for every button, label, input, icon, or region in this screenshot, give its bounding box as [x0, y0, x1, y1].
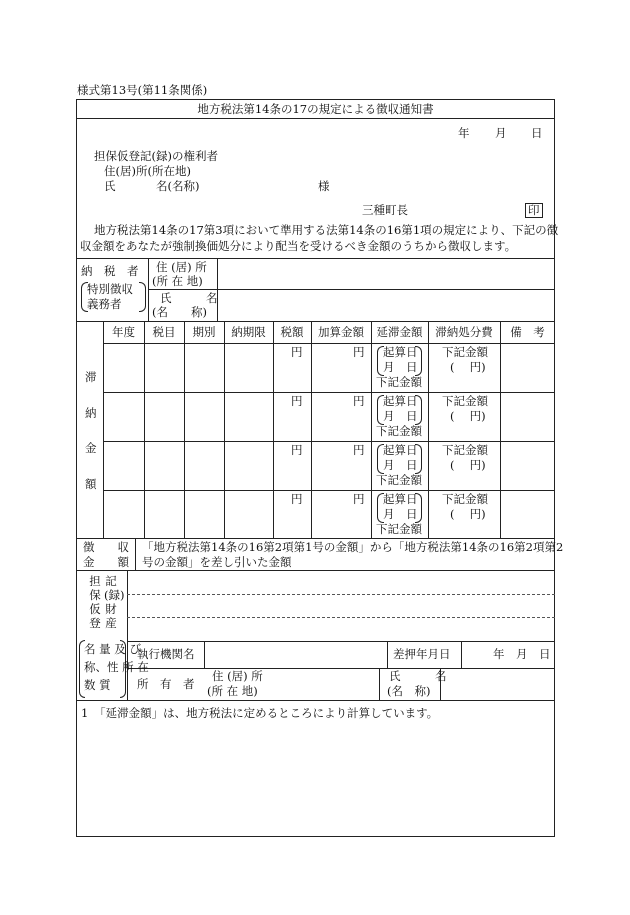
taxpayer-address-field[interactable]	[218, 259, 554, 289]
arrears-side-label-4: 額	[85, 477, 97, 491]
late-month-day-label: 月 日	[383, 458, 418, 472]
late-month-day-label: 月 日	[383, 507, 418, 521]
additional-yen-unit: 円	[353, 345, 365, 359]
fee-yen-paren: ( 円)	[450, 409, 486, 423]
property-vertical-label-2: 記 (録) 財 産	[104, 574, 125, 630]
late-month-day-label: 月 日	[383, 360, 418, 374]
late-start-date-label: 起算日	[383, 492, 418, 506]
late-amount-below-label: 下記金額	[376, 375, 422, 389]
tax-yen-unit: 円	[291, 394, 303, 408]
owner-address-label-1: 住 (居) 所	[212, 669, 263, 683]
seizure-date-value: 年 月 日	[493, 647, 551, 661]
collection-amount-label-2: 金 額	[83, 555, 129, 569]
date-day: 日	[531, 126, 543, 140]
recipient-honorific: 様	[318, 179, 330, 193]
recipient-name-label-1: 氏	[104, 179, 116, 193]
col-due-date: 納期限	[231, 325, 266, 339]
taxpayer-address-label-1: 住 (居) 所	[156, 260, 207, 274]
body-text-line-1: 地方税法第14条の17第3項において準用する法第14条の16第1項の規定により、下記の徴	[94, 223, 559, 237]
property-field-line-1[interactable]	[128, 571, 554, 593]
special-collector-label-2: 義務者	[87, 297, 122, 311]
recipient-name-label-2: 名(名称)	[156, 179, 200, 193]
fee-yen-paren: ( 円)	[450, 507, 486, 521]
fee-amount-below-label: 下記金額	[442, 345, 488, 359]
property-detail-label-2: 称、性 所 在	[84, 660, 149, 674]
taxpayer-name-field[interactable]	[218, 290, 554, 320]
executing-agency-label: 執行機関名	[137, 647, 195, 661]
body-text-line-2: 収金額をあなたが強制換価処分により配当を受けるべき金額のうちから徴収します。	[80, 239, 517, 253]
recipient-address-label: 住(居)所(所在地)	[104, 164, 191, 178]
late-start-date-label: 起算日	[383, 443, 418, 457]
late-amount-below-label: 下記金額	[376, 522, 422, 536]
property-vertical-label-1: 担 保 仮 登	[89, 574, 101, 630]
tax-yen-unit: 円	[291, 443, 303, 457]
property-detail-label-3: 数 質	[84, 678, 111, 692]
owner-label: 所 有 者	[137, 677, 195, 691]
fee-amount-below-label: 下記金額	[442, 394, 488, 408]
recipient-heading: 担保仮登記(録)の権利者	[94, 149, 218, 163]
owner-name-field[interactable]	[441, 669, 554, 699]
col-period: 期別	[192, 325, 216, 339]
owner-address-label-2: (所 在 地)	[207, 684, 258, 698]
additional-yen-unit: 円	[353, 394, 365, 408]
arrears-side-label-2: 納	[85, 406, 97, 420]
col-additional-amount: 加算金額	[318, 325, 364, 339]
late-amount-below-label: 下記金額	[376, 424, 422, 438]
owner-address-field[interactable]	[272, 669, 378, 699]
fee-yen-paren: ( 円)	[450, 360, 486, 374]
date-year: 年	[458, 126, 470, 140]
col-disposition-cost: 滞納処分費	[435, 325, 493, 339]
special-collector-label-1: 特別徴収	[87, 282, 133, 296]
additional-yen-unit: 円	[353, 443, 365, 457]
footnote: 1 「延滞金額」は、地方税法に定めるところにより計算しています。	[81, 706, 439, 720]
col-tax-item: 税目	[152, 325, 176, 339]
arrears-side-label-3: 金	[85, 441, 97, 455]
document-title: 地方税法第14条の17の規定による徴収通知書	[197, 102, 434, 116]
fee-amount-below-label: 下記金額	[442, 492, 488, 506]
col-fiscal-year: 年度	[112, 325, 135, 339]
date-month: 月	[495, 126, 507, 140]
fee-yen-paren: ( 円)	[450, 458, 486, 472]
form-number: 様式第13号(第11条関係)	[77, 83, 208, 97]
tax-yen-unit: 円	[291, 345, 303, 359]
arrears-side-label-1: 滞	[85, 370, 97, 384]
tax-yen-unit: 円	[291, 492, 303, 506]
seizure-date-label: 差押年月日	[393, 647, 451, 661]
late-start-date-label: 起算日	[383, 394, 418, 408]
additional-yen-unit: 円	[353, 492, 365, 506]
executing-agency-field[interactable]	[205, 642, 386, 667]
col-remarks: 備 考	[510, 325, 545, 339]
col-tax-amount: 税額	[280, 325, 304, 339]
late-start-date-label: 起算日	[383, 345, 418, 359]
owner-name-label-2: (名 称)	[387, 684, 431, 698]
collection-amount-label-1: 徴 収	[83, 540, 129, 554]
collection-amount-text-1: 「地方税法第14条の16第2項第1号の金額」から「地方税法第14条の16第2項第2	[142, 540, 564, 554]
taxpayer-name-label-2: (名 称)	[152, 305, 207, 319]
owner-name-label-1: 氏 名	[389, 669, 447, 683]
collection-amount-text-2: 号の金額」を差し引いた金額	[142, 555, 292, 569]
late-month-day-label: 月 日	[383, 409, 418, 423]
seal-mark: 印	[525, 203, 543, 218]
property-field-line-3[interactable]	[128, 618, 554, 640]
property-field-line-2[interactable]	[128, 595, 554, 616]
col-late-fee: 延滞金額	[376, 325, 423, 339]
issuer-name: 三種町長	[362, 203, 408, 217]
property-detail-label-1: 名 量 及 び	[84, 642, 141, 656]
taxpayer-name-label-1: 氏 名	[160, 291, 218, 305]
fee-amount-below-label: 下記金額	[442, 443, 488, 457]
late-amount-below-label: 下記金額	[376, 473, 422, 487]
taxpayer-address-label-2: (所 在 地)	[152, 274, 203, 288]
taxpayer-label: 納 税 者	[81, 264, 139, 278]
